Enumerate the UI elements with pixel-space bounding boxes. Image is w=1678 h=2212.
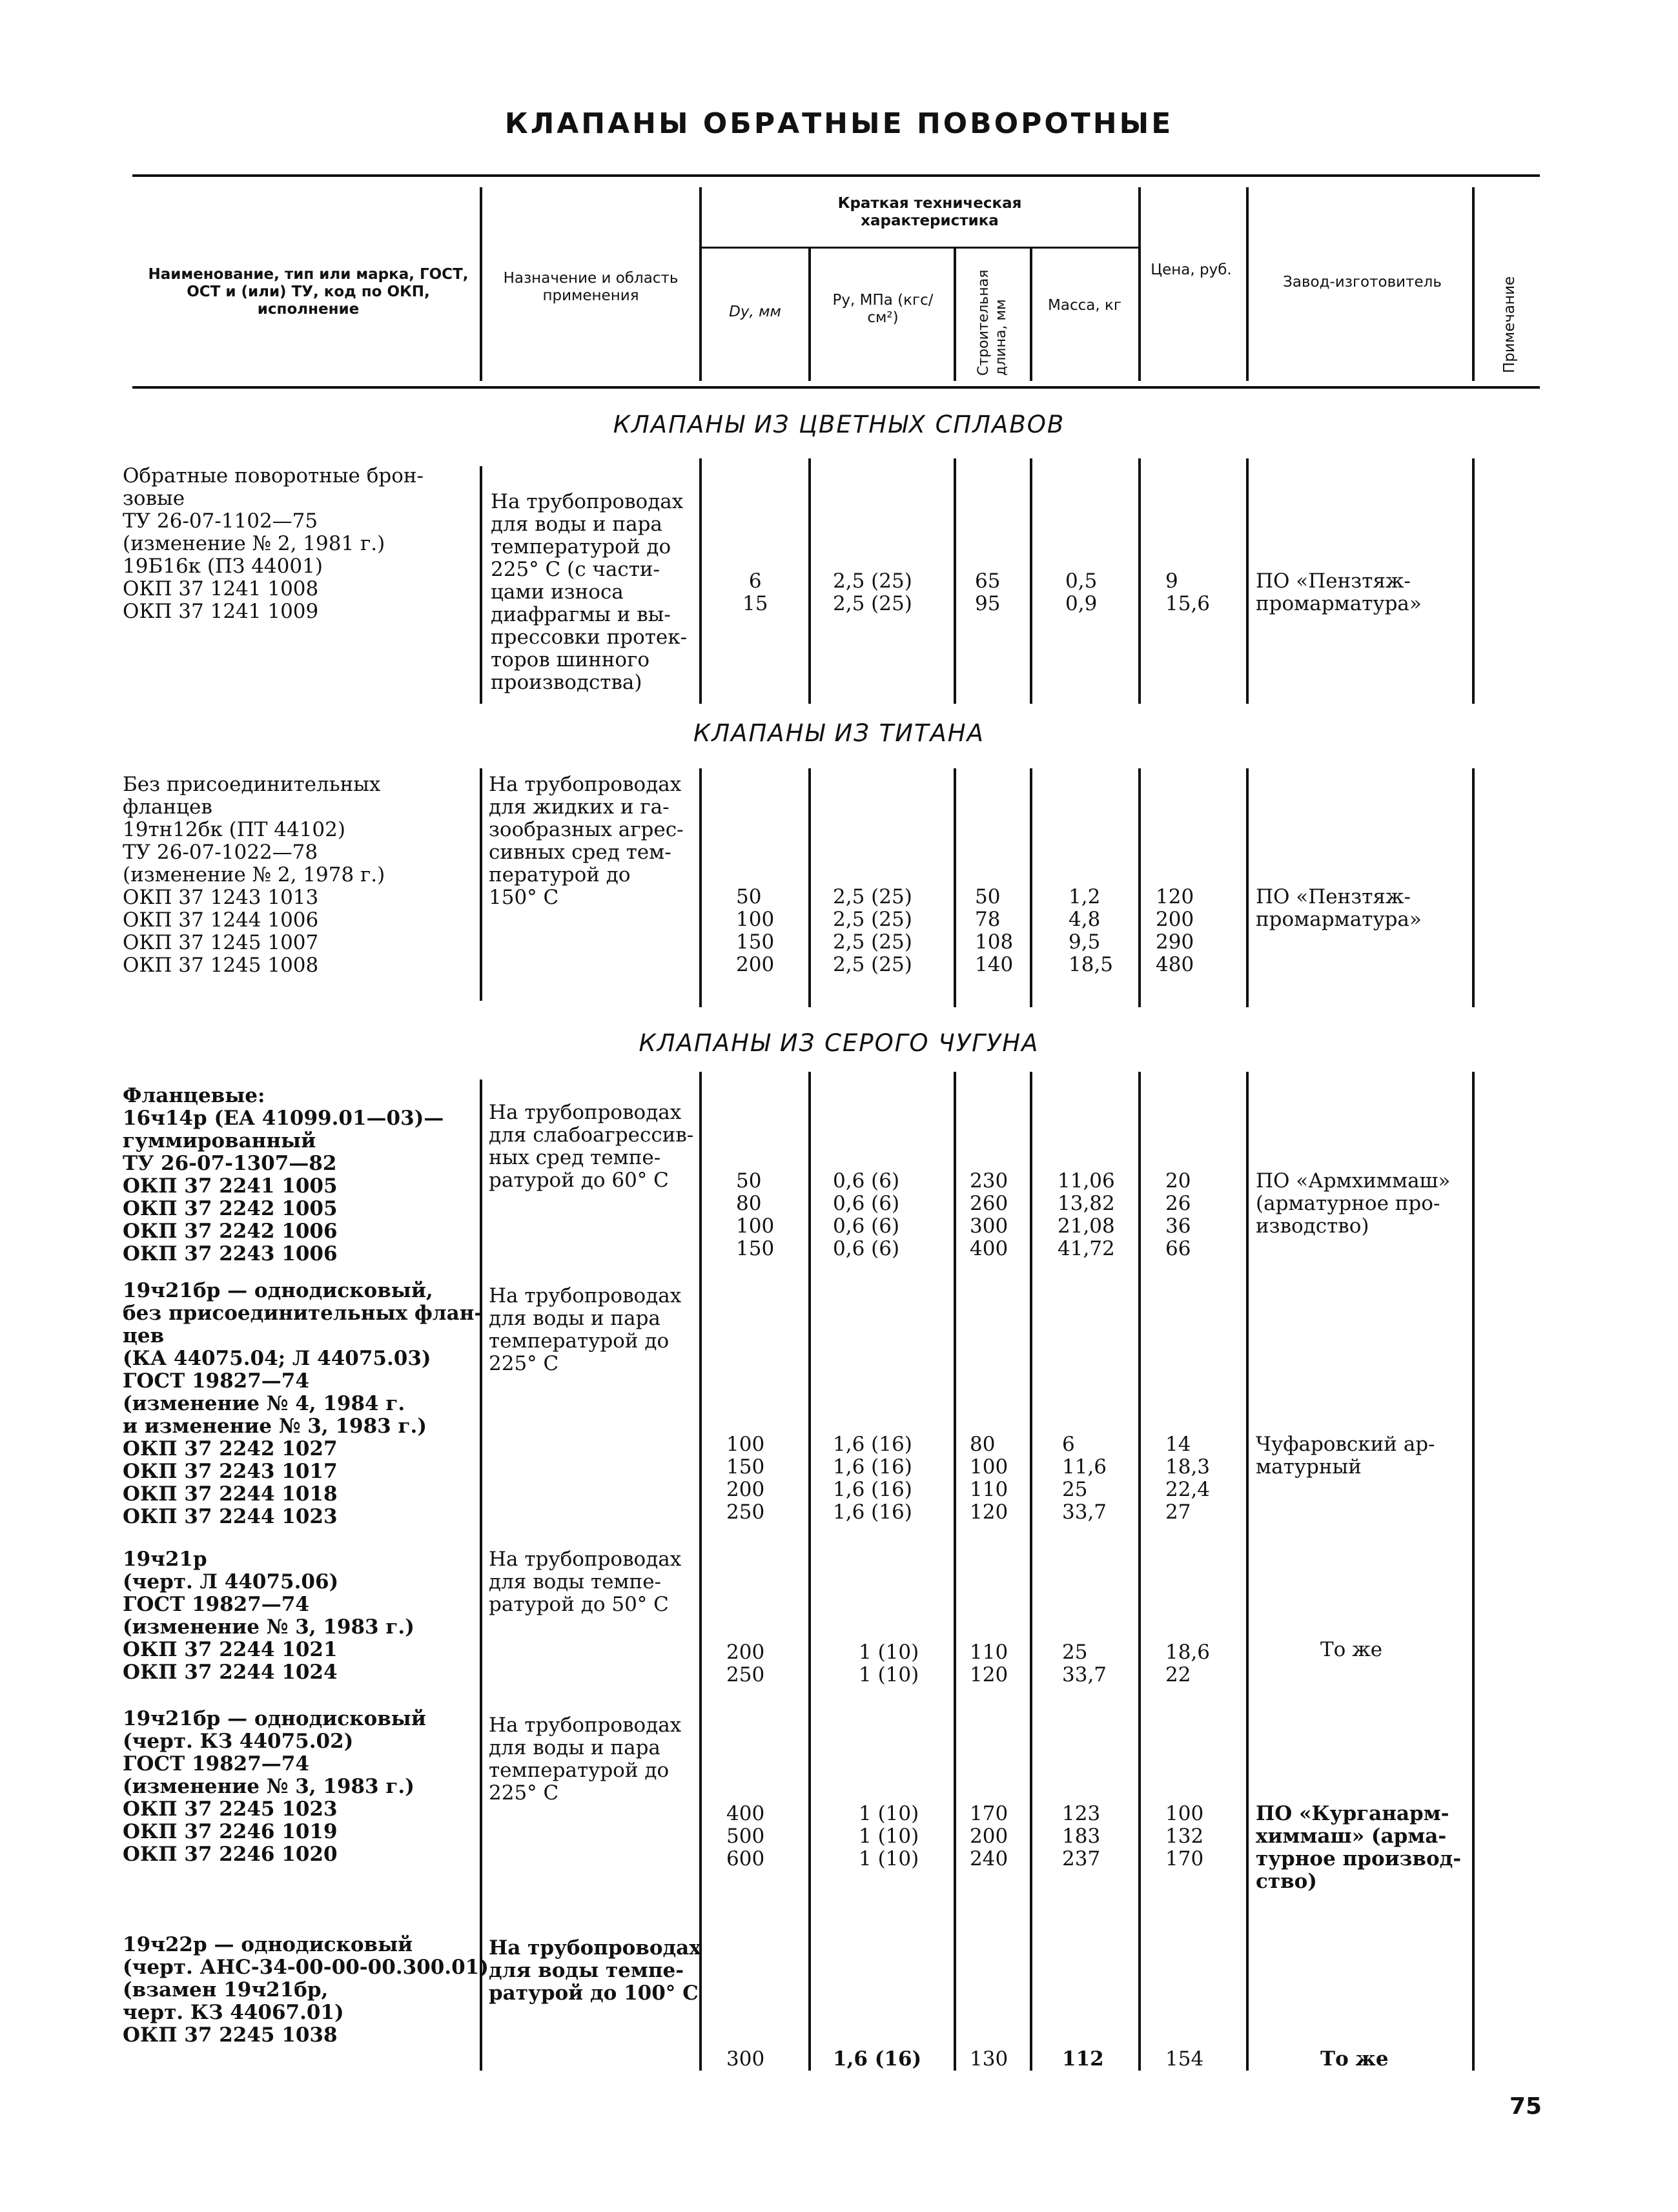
column-divider	[1246, 458, 1249, 704]
item-py: 1 (10) 1 (10)	[859, 1641, 919, 1686]
header-maker: Завод-изготовитель	[1283, 274, 1442, 291]
header-price: Цена, руб.	[1151, 261, 1232, 278]
column-divider	[808, 458, 811, 704]
item-dy: 200 250	[726, 1641, 765, 1686]
item-purpose: На трубопроводах для слабоагрессив- ных сред темпе- ратурой до 60° С	[489, 1101, 694, 1192]
item-dy: 50 80 100 150	[736, 1169, 775, 1260]
column-divider	[1246, 1072, 1249, 2071]
item-name: 19ч21бр — однодисковый, без присоединительных флан- цев (КА 44075.04; Л 44075.03) ГОСТ 19827—74 (изменение № 4, 1984 г. и изменение № 3, 1983 г.) ОКП 37 2242 1027 ОКП 37 2243 1017 ОКП 37 2244 1018 ОКП 37 2244 1023	[123, 1279, 483, 1528]
item-purpose: На трубопроводах для воды и пара температурой до 225° С	[489, 1284, 682, 1375]
page-number: 75	[1509, 2093, 1542, 2120]
item-maker: Чуфаровский ар- матурный	[1256, 1433, 1435, 1479]
item-purpose: На трубопроводах для воды и пара температурой до 225° С (с части- цами износа диафрагмы и вы- прессовки протек- торов шинного производства)	[491, 490, 688, 694]
column-divider	[1138, 1072, 1141, 2071]
column-divider	[699, 768, 702, 1007]
item-py: 1,6 (16)	[833, 2047, 922, 2071]
item-length: 50 78 108 140	[975, 885, 1014, 976]
column-divider	[480, 1080, 482, 2071]
item-py: 1,6 (16) 1,6 (16) 1,6 (16) 1,6 (16)	[833, 1433, 912, 1524]
header-length: Строительная длина, мм	[976, 269, 1009, 376]
item-name: 19ч21р (черт. Л 44075.06) ГОСТ 19827—74 (изменение № 3, 1983 г.) ОКП 37 2244 1021 ОКП 37 2244 1024	[123, 1548, 414, 1684]
item-py: 2,5 (25) 2,5 (25)	[833, 569, 912, 615]
column-divider	[1030, 768, 1032, 1007]
header-divider	[954, 249, 956, 381]
item-length: 230 260 300 400	[970, 1169, 1008, 1260]
column-divider	[1472, 1072, 1475, 2071]
header-tech: Краткая техническая характеристика	[837, 195, 1022, 229]
header-dy: Dу, мм	[729, 303, 781, 320]
header-top-rule	[132, 174, 1540, 177]
column-divider	[699, 458, 702, 704]
item-mass: 1,2 4,8 9,5 18,5	[1069, 885, 1114, 976]
item-purpose: На трубопроводах для воды и пара температурой до 225° С	[489, 1714, 682, 1805]
item-maker: ПО «Курганарм- химмаш» (арма- турное производ- ство)	[1256, 1802, 1462, 1893]
item-price: 20 26 36 66	[1165, 1169, 1191, 1260]
item-purpose: На трубопроводах для жидких и га- зообразных агрес- сивных сред тем- пературой до 150° С	[489, 773, 684, 909]
column-divider	[808, 1072, 811, 2071]
header-py: Pу, МПа (кгс/см²)	[832, 292, 934, 326]
item-py: 2,5 (25) 2,5 (25) 2,5 (25) 2,5 (25)	[833, 885, 912, 976]
item-mass: 123 183 237	[1062, 1802, 1101, 1870]
header-divider	[1030, 249, 1032, 381]
item-maker: ПО «Пензтяж- промарматура»	[1256, 569, 1422, 615]
column-divider	[954, 1072, 956, 2071]
item-dy: 400 500 600	[726, 1802, 765, 1870]
item-price: 120 200 290 480	[1156, 885, 1194, 976]
section-heading: КЛАПАНЫ ИЗ ТИТАНА	[693, 719, 985, 747]
header-name: Наименование, тип или марка, ГОСТ, ОСТ и (или) ТУ, код по ОКП, исполнение	[148, 266, 469, 318]
item-mass: 6 11,6 25 33,7	[1062, 1433, 1107, 1524]
item-price: 9 15,6	[1165, 569, 1211, 615]
item-price: 154	[1165, 2047, 1204, 2071]
item-purpose: На трубопроводах для воды темпе- ратурой до 100° С	[489, 1936, 701, 2005]
item-mass: 112	[1062, 2047, 1104, 2071]
item-dy: 50 100 150 200	[736, 885, 775, 976]
header-divider	[1246, 187, 1249, 381]
header-sub-rule	[701, 247, 1140, 249]
item-mass: 0,5 0,9	[1065, 569, 1098, 615]
item-mass: 25 33,7	[1062, 1641, 1107, 1686]
section-heading: КЛАПАНЫ ИЗ СЕРОГО ЧУГУНА	[639, 1029, 1039, 1057]
item-dy: 100 150 200 250	[726, 1433, 765, 1524]
item-dy: 300	[726, 2047, 765, 2071]
item-length: 130	[970, 2047, 1008, 2071]
item-price: 14 18,3 22,4 27	[1165, 1433, 1211, 1524]
column-divider	[1138, 458, 1141, 704]
item-length: 170 200 240	[970, 1802, 1008, 1870]
column-divider	[808, 768, 811, 1007]
item-maker: ПО «Пензтяж- промарматура»	[1256, 885, 1422, 931]
item-price: 18,6 22	[1165, 1641, 1211, 1686]
item-name: 19ч21бр — однодисковый (черт. КЗ 44075.02) ГОСТ 19827—74 (изменение № 3, 1983 г.) ОКП 37 2245 1023 ОКП 37 2246 1019 ОКП 37 2246 1020	[123, 1707, 426, 1866]
column-divider	[1246, 768, 1249, 1007]
header-divider	[480, 187, 482, 381]
item-dy: 6 15	[742, 569, 768, 615]
column-divider	[1138, 768, 1141, 1007]
item-maker: То же	[1320, 1638, 1383, 1661]
item-maker: ПО «Армхиммаш» (арматурное про- изводство)	[1256, 1169, 1451, 1238]
item-length: 65 95	[975, 569, 1001, 615]
item-name: Фланцевые: 16ч14р (ЕА 41099.01—03)— гуммированный ТУ 26-07-1307—82 ОКП 37 2241 1005 ОКП 37 2242 1005 ОКП 37 2242 1006 ОКП 37 2243 1006	[123, 1084, 444, 1265]
item-mass: 11,06 13,82 21,08 41,72	[1058, 1169, 1115, 1260]
item-price: 100 132 170	[1165, 1802, 1204, 1870]
header-divider	[808, 249, 811, 381]
section-heading: КЛАПАНЫ ИЗ ЦВЕТНЫХ СПЛАВОВ	[613, 411, 1065, 438]
header-mass: Масса, кг	[1048, 297, 1121, 314]
item-length: 110 120	[970, 1641, 1008, 1686]
column-divider	[954, 458, 956, 704]
column-divider	[1030, 458, 1032, 704]
item-name: 19ч22р — однодисковый (черт. АНС-34-00-00-00.300.01) (взамен 19ч21бр, черт. КЗ 44067.01) ОКП 37 2245 1038	[123, 1933, 489, 2047]
column-divider	[1472, 458, 1475, 704]
column-divider	[480, 768, 482, 1001]
item-py: 0,6 (6) 0,6 (6) 0,6 (6) 0,6 (6)	[833, 1169, 900, 1260]
header-divider	[1138, 187, 1141, 381]
item-name: Обратные поворотные брон- зовые ТУ 26-07-1102—75 (изменение № 2, 1981 г.) 19Б16к (ПЗ 44001) ОКП 37 1241 1008 ОКП 37 1241 1009	[123, 464, 424, 623]
column-divider	[954, 768, 956, 1007]
page-title: КЛАПАНЫ ОБРАТНЫЕ ПОВОРОТНЫЕ	[504, 107, 1174, 140]
item-py: 1 (10) 1 (10) 1 (10)	[859, 1802, 919, 1870]
header-bottom-rule	[132, 386, 1540, 389]
header-divider	[699, 187, 702, 381]
header-divider	[1472, 187, 1475, 381]
header-purpose: Назначение и область применения	[503, 270, 679, 304]
item-purpose: На трубопроводах для воды темпе- ратурой до 50° С	[489, 1548, 682, 1616]
column-divider	[1030, 1072, 1032, 2071]
item-name: Без присоединительных фланцев 19тн12бк (ПТ 44102) ТУ 26-07-1022—78 (изменение № 2, 1978 г.) ОКП 37 1243 1013 ОКП 37 1244 1006 ОКП 37 1245 1007 ОКП 37 1245 1008	[123, 773, 385, 977]
column-divider	[480, 466, 482, 704]
header-note: Примечание	[1501, 276, 1518, 373]
column-divider	[1472, 768, 1475, 1007]
column-divider	[699, 1072, 702, 2071]
item-maker: То же	[1320, 2047, 1389, 2071]
item-length: 80 100 110 120	[970, 1433, 1008, 1524]
